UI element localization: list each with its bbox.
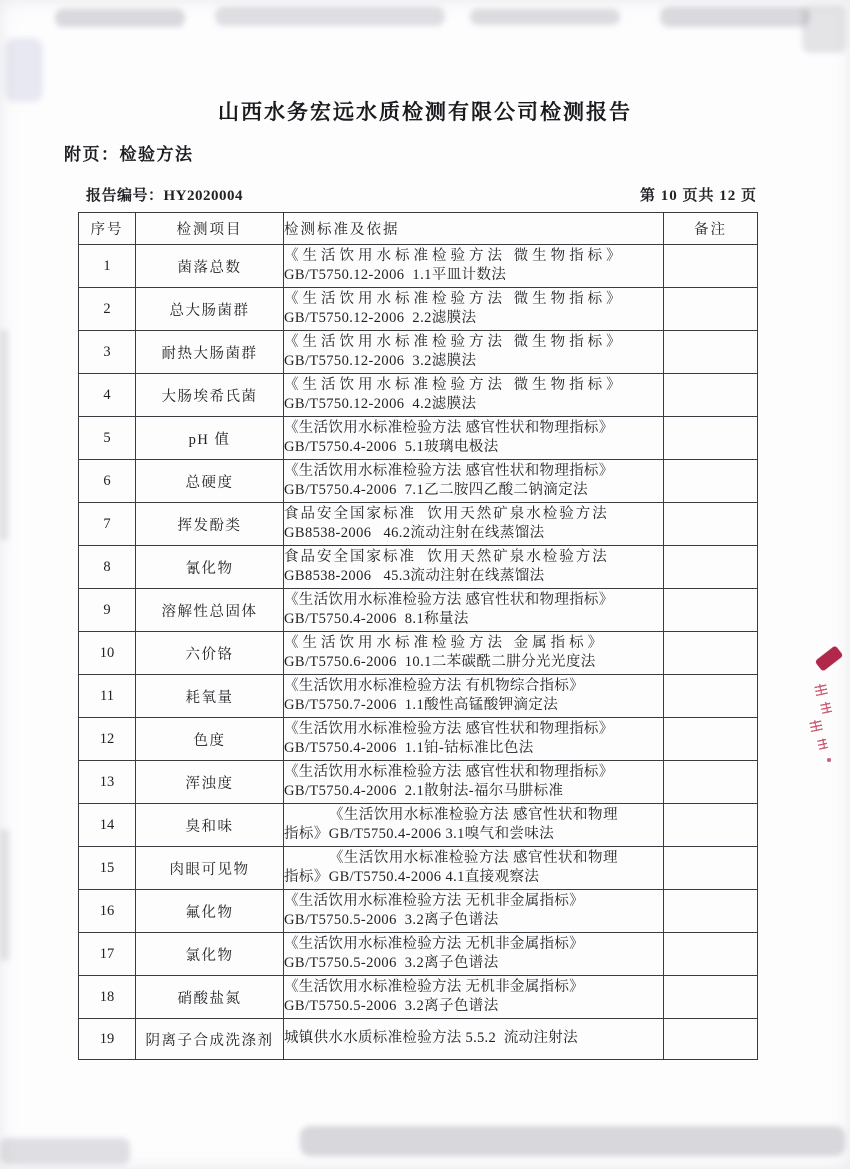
standard-line1: 《生活饮用水标准检验方法 微生物指标》 [284,376,625,393]
table-row [79,589,758,632]
standard-line2: GB/T5750.5-2006 3.2离子色谱法 [284,998,499,1014]
standard-line1: 城镇供水水质标准检验方法 5.5.2 流动注射法 [284,1030,578,1047]
standard-line2: GB/T5750.4-2006 5.1玻璃电极法 [284,439,499,455]
table-row [79,890,758,933]
standard-cell [284,933,664,976]
standard-line1: 《生活饮用水标准检验方法 感官性状和物理指标》 [284,419,614,436]
standard-cell [284,374,664,417]
table-row [79,632,758,675]
remark-cell [664,589,758,632]
remark-cell [664,718,758,761]
test-item-cell: 氰化物 [136,546,284,589]
row-number-cell: 19 [79,1019,136,1060]
test-item-cell: 大肠埃希氏菌 [136,374,284,417]
remark-cell [664,933,758,976]
row-number-cell: 12 [79,718,136,761]
standard-line2: GB/T5750.6-2006 10.1二苯碳酰二肼分光光度法 [284,654,596,670]
standard-cell [284,460,664,503]
column-header: 检测标准及依据 [284,213,664,245]
test-item-cell: 六价铬 [136,632,284,675]
row-number-cell: 18 [79,976,136,1019]
standard-line2: GB/T5750.4-2006 8.1称量法 [284,611,469,627]
test-item-cell: 挥发酚类 [136,503,284,546]
test-item-cell: 硝酸盐氮 [136,976,284,1019]
report-number: 报告编号：HY2020004 [86,188,244,204]
standard-line2: GB/T5750.12-2006 4.2滤膜法 [284,396,477,412]
column-header: 备注 [664,213,758,245]
standard-cell [284,890,664,933]
test-item-cell: 色度 [136,718,284,761]
test-item-cell: 氟化物 [136,890,284,933]
remark-cell [664,847,758,890]
test-item-cell: 总大肠菌群 [136,288,284,331]
remark-cell [664,804,758,847]
standard-line2: 指标》GB/T5750.4-2006 4.1直接观察法 [284,869,540,885]
row-number-cell: 8 [79,546,136,589]
standard-line2: GB/T5750.4-2006 1.1铂-钴标准比色法 [284,740,534,756]
remark-cell [664,245,758,288]
test-item-cell: pH 值 [136,417,284,460]
remark-cell [664,976,758,1019]
standard-line2: GB/T5750.4-2006 7.1乙二胺四乙酸二钠滴定法 [284,482,589,498]
standard-line1: 《生活饮用水标准检验方法 感官性状和物理指标》 [284,462,614,479]
table-row [79,417,758,460]
standard-line1: 《生活饮用水标准检验方法 微生物指标》 [284,247,625,264]
standard-line1: 《生活饮用水标准检验方法 无机非金属指标》 [284,935,584,952]
test-item-cell: 阴离子合成洗涤剂 [136,1019,284,1060]
remark-cell [664,374,758,417]
table-row [79,331,758,374]
standard-line1: 《生活饮用水标准检验方法 感官性状和物理指标》 [284,591,614,608]
standard-cell [284,331,664,374]
standard-line2: GB/T5750.12-2006 3.2滤膜法 [284,353,477,369]
row-number-cell: 10 [79,632,136,675]
standard-line1: 食品安全国家标准 饮用天然矿泉水检验方法 [284,548,609,565]
remark-cell [664,675,758,718]
row-number-cell: 13 [79,761,136,804]
standard-cell [284,589,664,632]
standard-cell [284,804,664,847]
table-row [79,374,758,417]
seal-character-mark [809,719,823,732]
page-title: 山西水务宏远水质检测有限公司检测报告 [218,100,632,124]
standard-cell [284,1019,664,1060]
test-item-cell: 肉眼可见物 [136,847,284,890]
standard-cell [284,417,664,460]
seal-ink-blob [815,645,843,671]
scan-artifact [0,330,8,540]
remark-cell [664,890,758,933]
standard-cell [284,718,664,761]
scan-artifact [0,830,9,960]
standard-line1: 食品安全国家标准 饮用天然矿泉水检验方法 [284,505,609,522]
test-item-cell: 耗氧量 [136,675,284,718]
table-row [79,976,758,1019]
table-row [79,933,758,976]
standard-line1: 《生活饮用水标准检验方法 金属指标》 [284,634,607,651]
standard-line2: GB/T5750.4-2006 2.1散射法-福尔马肼标准 [284,783,564,799]
remark-cell [664,288,758,331]
table-row [79,245,758,288]
scan-artifact [802,5,846,53]
table-row [79,288,758,331]
standard-line1: 《生活饮用水标准检验方法 感官性状和物理 [328,806,619,823]
remark-cell [664,632,758,675]
test-item-cell: 浑浊度 [136,761,284,804]
table-body [79,245,758,1060]
remark-cell [664,460,758,503]
seal-dot [827,758,831,762]
standard-cell [284,675,664,718]
scan-artifact [55,9,185,27]
seal-character-mark [814,683,828,696]
standard-cell [284,847,664,890]
row-number-cell: 4 [79,374,136,417]
row-number-cell: 7 [79,503,136,546]
standard-line1: 《生活饮用水标准检验方法 无机非金属指标》 [284,892,584,909]
column-header: 检测项目 [136,213,284,245]
scan-artifact [0,1138,130,1164]
remark-cell [664,417,758,460]
remark-cell [664,546,758,589]
standard-line2: GB/T5750.5-2006 3.2离子色谱法 [284,955,499,971]
standard-cell [284,546,664,589]
table-row [79,1019,758,1060]
scan-artifact [5,38,43,102]
standard-line2: GB/T5750.12-2006 1.1平皿计数法 [284,267,507,283]
standard-cell [284,245,664,288]
table-row [79,546,758,589]
row-number-cell: 9 [79,589,136,632]
table-row [79,761,758,804]
test-item-cell: 菌落总数 [136,245,284,288]
row-number-cell: 11 [79,675,136,718]
standard-cell [284,632,664,675]
table-row [79,503,758,546]
row-number-cell: 2 [79,288,136,331]
table-row [79,718,758,761]
remark-cell [664,331,758,374]
row-number-cell: 15 [79,847,136,890]
standard-line1: 《生活饮用水标准检验方法 微生物指标》 [284,290,625,307]
row-number-cell: 3 [79,331,136,374]
row-number-cell: 5 [79,417,136,460]
methods-table [78,212,758,1060]
row-number-cell: 6 [79,460,136,503]
test-item-cell: 氯化物 [136,933,284,976]
standard-line2: GB/T5750.7-2006 1.1酸性高锰酸钾滴定法 [284,697,559,713]
attachment-heading: 附页：检验方法 [64,145,194,164]
standard-line2: GB/T5750.12-2006 2.2滤膜法 [284,310,477,326]
table-row [79,847,758,890]
seal-character-mark [820,701,832,714]
scan-artifact [300,1126,845,1156]
standard-line1: 《生活饮用水标准检验方法 感官性状和物理指标》 [284,720,614,737]
scan-artifact [215,7,445,26]
scan-artifact [470,9,620,25]
table-header-row [79,213,758,245]
seal-character-mark [817,738,828,750]
standard-line1: 《生活饮用水标准检验方法 微生物指标》 [284,333,625,350]
standard-cell [284,976,664,1019]
test-item-cell: 臭和味 [136,804,284,847]
red-seal-fragment [800,642,850,777]
test-item-cell: 总硬度 [136,460,284,503]
standard-line1: 《生活饮用水标准检验方法 无机非金属指标》 [284,978,584,995]
remark-cell [664,761,758,804]
table-row [79,804,758,847]
standard-line2: GB/T5750.5-2006 3.2离子色谱法 [284,912,499,928]
remark-cell [664,503,758,546]
standard-line2: GB8538-2006 46.2流动注射在线蒸馏法 [284,525,545,541]
row-number-cell: 1 [79,245,136,288]
row-number-cell: 17 [79,933,136,976]
table-row [79,460,758,503]
table-row [79,675,758,718]
column-header: 序号 [79,213,136,245]
standard-line1: 《生活饮用水标准检验方法 感官性状和物理 [328,849,619,866]
standard-line1: 《生活饮用水标准检验方法 感官性状和物理指标》 [284,763,614,780]
remark-cell [664,1019,758,1060]
test-item-cell: 溶解性总固体 [136,589,284,632]
page-indicator: 第 10 页共 12 页 [639,188,757,204]
standard-cell [284,761,664,804]
standard-line2: 指标》GB/T5750.4-2006 3.1嗅气和尝味法 [284,826,555,842]
test-item-cell: 耐热大肠菌群 [136,331,284,374]
standard-cell [284,288,664,331]
standard-line2: GB8538-2006 45.3流动注射在线蒸馏法 [284,568,545,584]
row-number-cell: 16 [79,890,136,933]
scan-artifact [660,7,810,27]
standard-line1: 《生活饮用水标准检验方法 有机物综合指标》 [284,677,584,694]
standard-cell [284,503,664,546]
row-number-cell: 14 [79,804,136,847]
